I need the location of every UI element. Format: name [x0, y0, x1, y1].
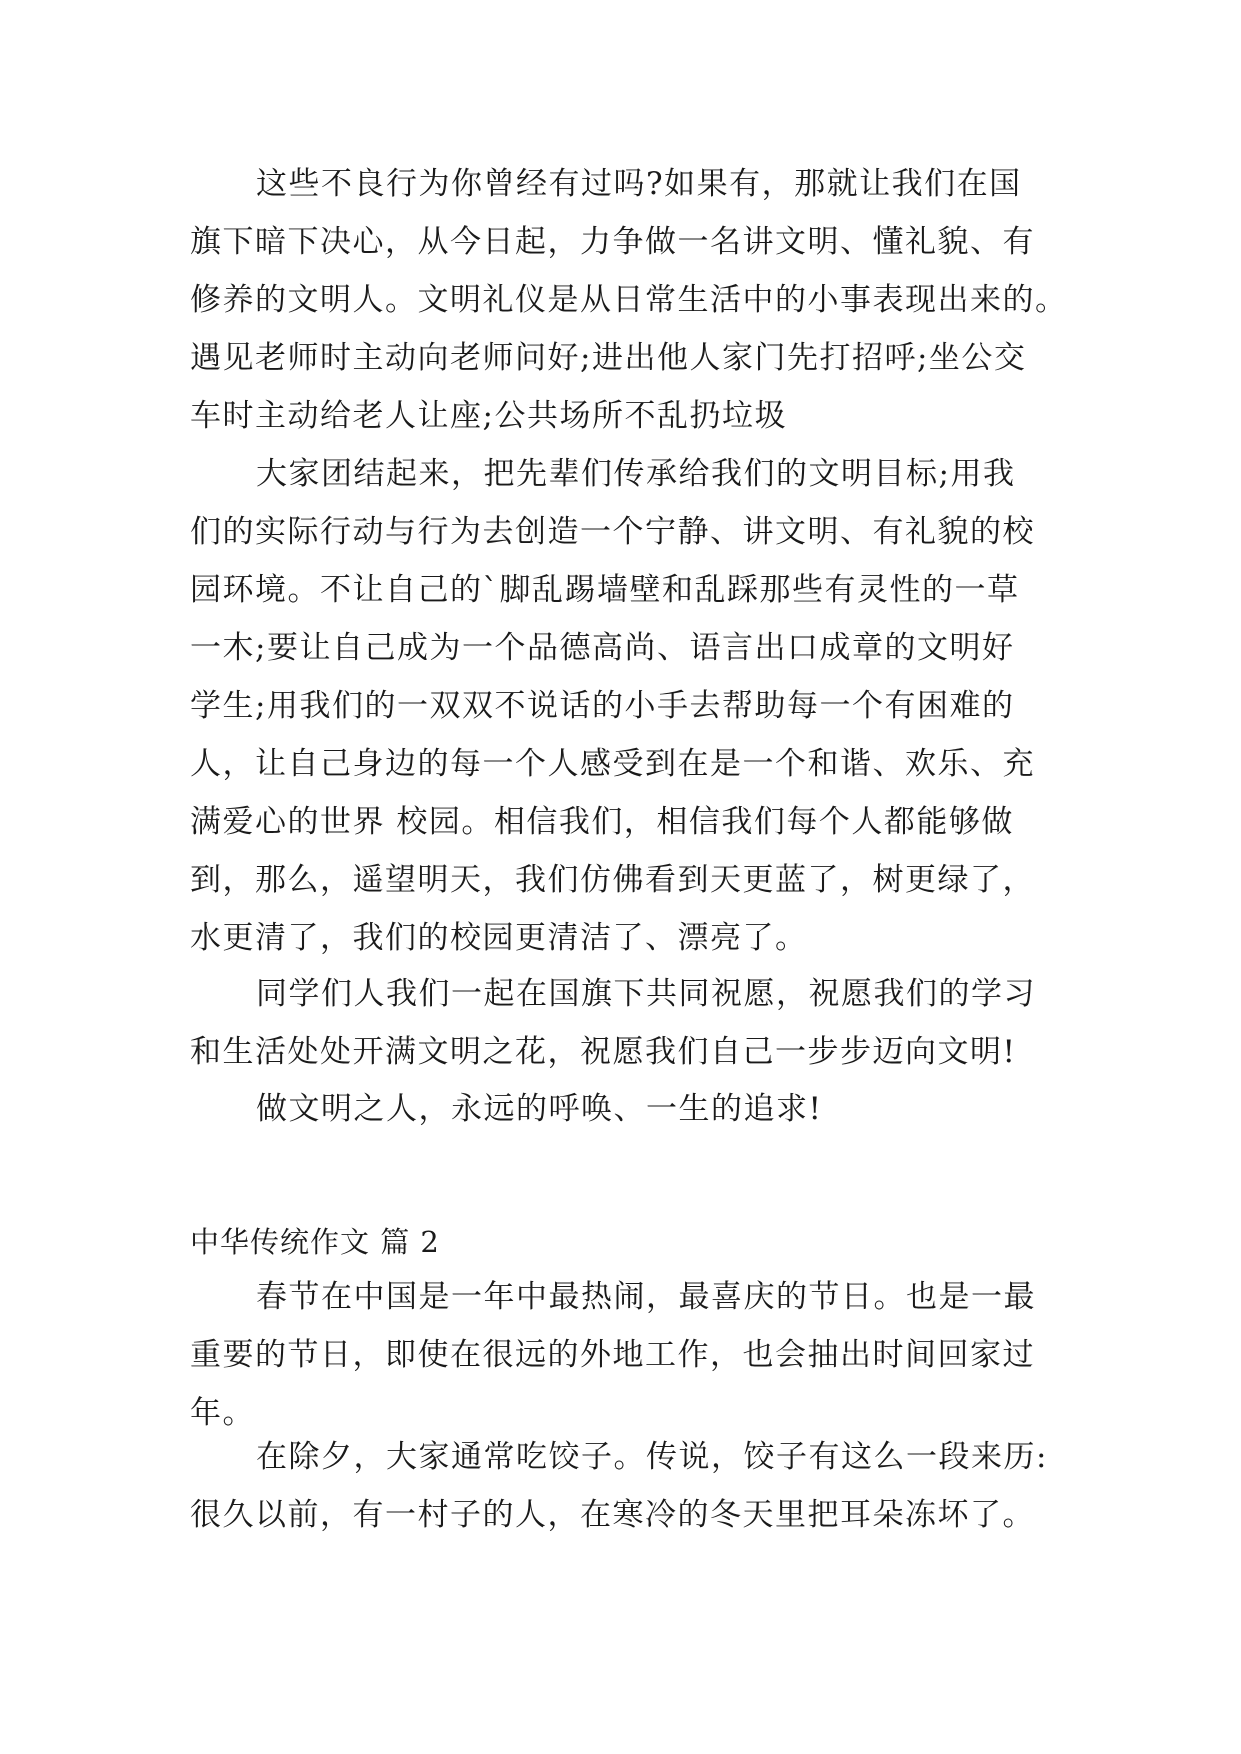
- paragraph-line: 春节在中国是一年中最热闹，最喜庆的节日。也是一最: [256, 1279, 1036, 1315]
- section-paragraph-2: [190, 1428, 1080, 1544]
- paragraph-line: 很久以前，有一村子的人，在寒冷的冬天里把耳朵冻坏了。: [190, 1497, 1035, 1533]
- paragraph-line: 重要的节日，即使在很远的外地工作，也会抽出时间回家过: [190, 1337, 1035, 1373]
- paragraph-1: [190, 155, 1080, 445]
- section-paragraph-1: [190, 1268, 1080, 1442]
- paragraph-4: [190, 1080, 1080, 1138]
- paragraph-line: 园环境。不让自己的`脚乱踢墙壁和乱踩那些有灵性的一草: [190, 572, 1020, 608]
- paragraph-line: 遇见老师时主动向老师问好;进出他人家门先打招呼;坐公交: [190, 340, 1027, 376]
- paragraph-line: 们的实际行动与行为去创造一个宁静、讲文明、有礼貌的校: [190, 514, 1035, 550]
- paragraph-line: 修养的文明人。文明礼仪是从日常生活中的小事表现出来的。: [190, 282, 1068, 318]
- section-heading: [190, 1213, 1080, 1271]
- paragraph-line: 到，那么，遥望明天，我们仿佛看到天更蓝了，树更绿了，: [190, 862, 1035, 898]
- section-heading-text: 中华传统作文 篇 2: [190, 1225, 440, 1259]
- paragraph-line: 满爱心的世界 校园。相信我们，相信我们每个人都能够做: [190, 804, 1014, 840]
- paragraph-2: [190, 445, 1080, 967]
- paragraph-line: 做文明之人，永远的呼唤、一生的追求!: [256, 1091, 823, 1127]
- paragraph-line: 车时主动给老人让座;公共场所不乱扔垃圾: [190, 398, 787, 434]
- paragraph-3: [190, 965, 1080, 1081]
- paragraph-line: 这些不良行为你曾经有过吗?如果有，那就让我们在国: [256, 166, 1022, 202]
- paragraph-line: 人，让自己身边的每一个人感受到在是一个和谐、欢乐、充: [190, 746, 1035, 782]
- paragraph-line: 一木;要让自己成为一个品德高尚、语言出口成章的文明好: [190, 630, 1015, 666]
- paragraph-line: 大家团结起来，把先辈们传承给我们的文明目标;用我: [256, 456, 1016, 492]
- paragraph-line: 同学们人我们一起在国旗下共同祝愿，祝愿我们的学习: [256, 976, 1036, 1012]
- paragraph-line: 年。: [190, 1395, 255, 1431]
- paragraph-line: 在除夕，大家通常吃饺子。传说，饺子有这么一段来历:: [256, 1439, 1048, 1475]
- paragraph-line: 水更清了，我们的校园更清洁了、漂亮了。: [190, 920, 808, 956]
- paragraph-line: 学生;用我们的一双双不说话的小手去帮助每一个有困难的: [190, 688, 1015, 724]
- paragraph-line: 旗下暗下决心，从今日起，力争做一名讲文明、懂礼貌、有: [190, 224, 1035, 260]
- paragraph-line: 和生活处处开满文明之花，祝愿我们自己一步步迈向文明!: [190, 1034, 1017, 1070]
